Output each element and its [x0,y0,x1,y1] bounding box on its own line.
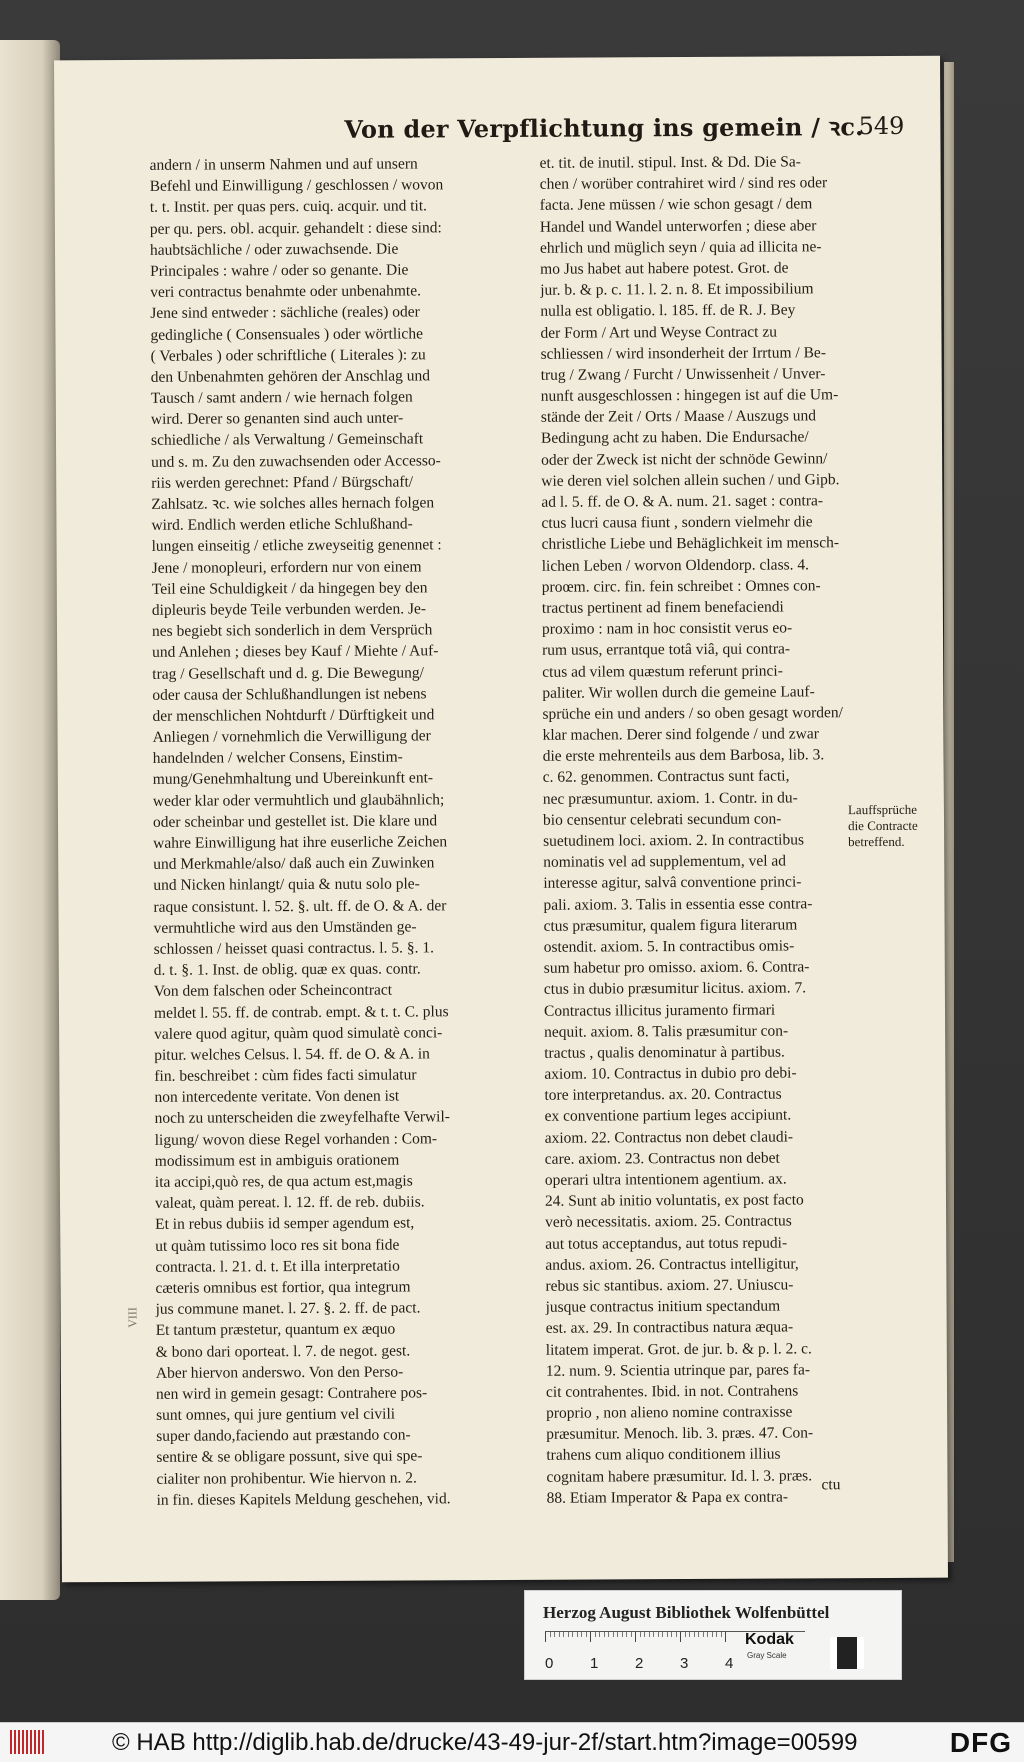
ruler-tick [694,1632,695,1637]
ruler-tick [622,1632,623,1637]
hab-logo-icon [10,1730,44,1754]
text-line: ehrlich und müglich seyn / quia ad illicita ne- [539,238,822,257]
text-line: contracta. l. 21. d. t. Et illa interpretatio [155,1257,400,1276]
text-line: super dando,faciendo aut præstando con- [156,1426,411,1446]
ruler-tick [725,1632,726,1642]
ruler-tick [572,1632,573,1637]
text-line: bio censentur celebrati secundum con- [542,810,782,829]
text-line: rebus sic stantibus. axiom. 27. Uniuscu- [545,1276,794,1295]
text-line: Tausch / samt andern / wie hernach folgen [150,388,413,407]
text-line: 12. num. 9. Scientia utrinque par, pares fa- [545,1361,811,1380]
grayscale-label: Gray Scale [747,1651,787,1660]
text-line: stände der Zeit / Orts / Maase / Auszugs und [540,407,817,427]
text-line: axiom. 10. Contractus in dubio pro debi- [544,1064,797,1083]
ruler-tick [617,1632,618,1637]
text-line: ctus lucri causa fiunt , sondern vielmehr die [541,513,813,532]
text-line: lichen Leben / worvon Oldendorp. class. 4. [541,555,810,575]
ruler-tick [649,1632,650,1637]
text-line: nes begiebt sich sonderlich in dem Versprüch [151,621,433,640]
marginal-note: Lauffsprüche die Contracte betreffend. [847,801,918,850]
text-line: tractus pertinent ad finem benefaciendi [541,598,784,617]
text-line: oder der Zweck ist nicht der schnöde Gewinn/ [541,449,828,469]
text-line: operari ultra intentionem agentium. ax. [544,1170,787,1189]
text-line: suetudinem loci. axiom. 2. In contractibus [543,831,805,850]
text-line: Teil eine Schuldigkeit / da hingegen bey den [151,579,428,598]
previous-page-edge [0,40,60,1600]
ruler-tick [671,1632,672,1637]
library-label-card [524,1590,902,1680]
text-line: oder scheinbar und gestellet ist. Die klare und [152,812,438,831]
text-line: ctus in dubio præsumitur licitus. axiom. 7. [543,979,807,999]
text-line: valeat, quàm pereat. l. 12. ff. de reb. dubiis. [154,1193,425,1213]
text-line: trahens cum aliquo conditionem illius [546,1445,781,1465]
text-line: nominatis vel ad supplementum, vel ad [543,852,787,871]
text-line: tore interpretandus. ax. 20. Contractus [544,1085,782,1105]
text-line: trug / Zwang / Furcht / Unwissenheit / Unver- [540,365,826,384]
ruler-tick [716,1632,717,1637]
text-line: wird. Endlich werden etliche Schlußhand- [151,515,413,535]
ruler-tick [581,1632,582,1637]
text-line: und Merkmahle/also/ daß auch ein Zuwinken [153,854,435,874]
text-line: proximo : nam in hoc consistit verus eo- [541,619,793,638]
text-line: cit contrahentes. Ibid. in not. Contrahens [545,1382,799,1401]
text-line: ctus ad vilem quæstum referunt princi- [542,662,783,681]
ruler-tick [590,1632,591,1642]
text-line: interesse agitur, salvâ conventione princi- [543,873,802,893]
ruler-tick [721,1632,722,1637]
ruler-tick [577,1632,578,1637]
text-line: ut quàm tutissimo loco res sit bona fide [155,1236,400,1255]
text-line: christliche Liebe und Behäglichkeit im mensch- [541,534,840,554]
text-line: pali. axiom. 3. Talis in essentia esse contra- [543,894,813,914]
text-line: Principales : wahre / oder so genante. Die [150,261,409,280]
text-line: ad l. 5. ff. de O. & A. num. 21. saget : contra- [541,492,824,511]
text-line: die erste mehrenteils aus dem Barbosa, lib. 3. [542,746,825,766]
ruler-tick [635,1632,636,1642]
text-line: mo Jus habet aut habere potest. Grot. de [540,259,789,278]
ruler-tick [554,1632,555,1637]
left-text-column [150,153,537,1511]
text-line: und s. m. Zu den zuwachsenden oder Accesso- [151,451,441,471]
text-line: nec præsumuntur. axiom. 1. Contr. in du- [542,789,798,808]
text-line: et. tit. de inutil. stipul. Inst. & Dd. Die Sa- [539,153,801,172]
text-line: ita accipi,quò res, de qua actum est,magis [154,1172,413,1191]
text-line: und Anlehen ; dieses bey Kauf / Miehte / Auf- [152,642,439,662]
text-line: nequit. axiom. 8. Talis præsumitur con- [544,1022,789,1041]
text-line: care. axiom. 23. Contractus non debet [544,1149,780,1168]
ruler-number: 1 [590,1655,599,1672]
text-line: ( Verbales ) oder schriftliche ( Literales ): zu [150,346,426,365]
text-line: litatem imperat. Grot. de jur. b. & p. l. 2. c. [545,1339,812,1359]
text-line: schliessen / wird insonderheit der Irrtum / Be- [540,343,826,363]
text-line: sum habetur pro omisso. axiom. 6. Contra- [543,958,810,977]
text-line: meldet l. 55. ff. de contrab. empt. & t. t. C. plus [153,1002,449,1022]
text-line: sprüche ein und anders / so oben gesagt worden/ [542,704,843,723]
dfg-logo: DFG [949,1727,1012,1758]
text-line: trag / Gesellschaft und d. g. Die Bewegung/ [152,663,424,683]
text-line: und Nicken hinlangt/ quia & nutu solo ple- [153,875,420,895]
text-line: cæteris omnibus est fortior, qua integrum [155,1278,411,1297]
ruler-tick [586,1632,587,1637]
text-line: riis werden gerechnet: Pfand / Bürgschaft/ [151,473,414,492]
kodak-brand: Kodak [745,1631,794,1648]
ruler-tick [653,1632,654,1637]
ruler-tick [631,1632,632,1637]
ruler-tick [626,1632,627,1637]
ruler-tick [667,1632,668,1637]
ruler-tick [599,1632,600,1637]
ruler-tick [559,1632,560,1637]
text-line: pitur. welches Celsus. l. 54. ff. de O. & A. in [154,1045,430,1064]
text-line: vermuhtliche wird aus den Umständen ge- [153,918,417,937]
text-line: wird. Derer so genanten sind auch unter- [150,409,404,429]
text-line: schlossen / heisset quasi contractus. l. 5. §. 1. [153,939,434,958]
text-line: tractus , qualis denominatur à partibus. [544,1043,785,1062]
text-line: lungen einseitig / etliche zweyseitig genennet : [151,536,442,556]
catchword: ctu [821,1476,841,1494]
text-line: nunft ausgeschlossen : hingegen ist auf die Um- [540,386,839,405]
ruler-tick [568,1632,569,1637]
ruler-number: 3 [680,1655,689,1672]
text-line: modissimum est in ambiguis orationem [154,1151,400,1170]
footer-bar [0,1722,1024,1762]
text-line: Et tantum præstetur, quantum ex æquo [155,1320,396,1340]
running-title: Von der Verpflichtung ins gemein / ꝛc. [344,112,864,144]
text-line: sunt omnes, qui jure gentium vel civili [156,1405,396,1424]
right-text-column [540,151,882,1509]
ruler-number: 2 [635,1655,644,1672]
ruler-tick [608,1632,609,1637]
text-line: per qu. pers. obl. acquir. gehandelt : diese sind: [149,218,442,238]
text-line: wahre Einwilligung hat ihre euserliche Zeichen [153,833,448,852]
text-line: oder causa der Schlußhandlungen ist nebens [152,685,427,704]
text-line: est. ax. 29. In contractibus natura æqua- [545,1318,794,1338]
ruler-tick [644,1632,645,1637]
text-line: veri contractus benahmte oder unbenahmte. [150,282,421,301]
text-line: t. t. Instit. per quas pers. cuiq. acquir. und tit. [149,197,428,217]
text-line: Von dem falschen oder Scheincontract [153,981,393,1001]
text-line: valere quod agitur, quàm quod simulatè conci- [154,1023,443,1043]
text-line: wie deren viel solchen allein suchen / und Gipb. [541,471,840,490]
text-line: weder klar oder vermuhtlich und glaubähnlich; [152,790,445,810]
text-line: jus commune manet. l. 27. §. 2. ff. de pact. [155,1299,421,1318]
text-line: non intercedente veritate. Von denen ist [154,1087,400,1107]
text-line: nen wird in gemein gesagt: Contrahere pos- [155,1384,428,1403]
ruler-tick [676,1632,677,1637]
ruler-tick [604,1632,605,1637]
text-line: ostendit. axiom. 5. In contractibus omis- [543,937,795,956]
text-line: chen / worüber contrahiret wird / sind res oder [539,174,828,193]
text-line: nulla est obligatio. l. 185. ff. de R. J. Bey [540,301,796,321]
text-line: proœm. circ. fin. fein schreibet : Omnes con- [541,577,821,596]
library-name: Herzog August Bibliothek Wolfenbüttel [543,1603,830,1622]
text-line: Zahlsatz. ꝛc. wie solches alles hernach folgen [151,494,435,513]
text-line: in fin. dieses Kapitels Meldung geschehen, vid. [156,1490,451,1509]
text-line: Et in rebus dubiis id semper agendum est, [155,1214,415,1234]
ruler-tick [689,1632,690,1637]
ruler-tick [658,1632,659,1637]
page-number: 549 [858,111,905,141]
text-line: den Unbenahmten gehören der Anschlag und [150,367,431,386]
text-line: jur. b. & p. c. 11. l. 2. n. 8. Et impossibilium [540,280,814,299]
text-line: schiedliche / als Verwaltung / Gemeinschaft [150,430,424,450]
text-line: Jene sind entweder : sächliche (reales) oder [150,303,420,323]
source-citation-link[interactable]: © HAB http://diglib.hab.de/drucke/43-49-jur-2f/start.htm?image=00599 [112,1729,858,1756]
text-line: rum usus, errantque totâ viâ, qui contra- [542,640,791,660]
text-line: noch zu unterscheiden die zweyfelhafte Verwil- [154,1108,450,1128]
text-line: dipleuris beyde Teile verbunden werden. Je- [151,600,427,619]
ruler-number: 0 [545,1655,554,1672]
ruler-tick [545,1632,546,1642]
text-line: 24. Sunt ab initio voluntatis, ex post facto [544,1191,804,1210]
text-line: andern / in unserm Nahmen und auf unsern [149,155,418,174]
text-line: gedingliche ( Consensuales ) oder wörtliche [150,324,423,344]
text-line: ligung/ wovon diese Regel vorhanden : Com- [154,1129,438,1149]
text-line: proprio , non alieno nomine contraxisse [546,1403,793,1422]
text-line: Bedingung acht zu haben. Die Endursache/ [540,428,809,448]
text-line: haubtsächliche / oder zuwachsende. Die [149,240,399,259]
text-line: ctus præsumitur, qualem figura literarum [543,916,798,935]
text-line: Anliegen / vornehmlich die Verwilligung der [152,727,431,746]
ruler-tick [685,1632,686,1637]
ruler-tick [703,1632,704,1637]
text-line: der menschlichen Nohtdurft / Dürftigkeit und [152,706,435,725]
text-line: fin. beschreibet : cùm fides facti simulatur [154,1066,417,1085]
text-line: c. 62. genommen. Contractus sunt facti, [542,767,790,787]
ruler-tick [707,1632,708,1637]
text-line: ex conventione partium leges accipiunt. [544,1106,792,1126]
text-line: paliter. Wir wollen durch die gemeine Lauf- [542,683,815,702]
ruler-tick [563,1632,564,1637]
ruler-tick [662,1632,663,1637]
text-line: sentire & se obligare possunt, sive qui spe- [156,1447,423,1467]
text-line: cognitam habere præsumitur. Id. l. 3. præs. [546,1467,813,1486]
text-line: der Form / Art und Weyse Contract zu [540,323,778,342]
ruler-tick [613,1632,614,1637]
text-line: verò necessitatis. axiom. 25. Contractus [545,1212,792,1232]
text-line: præsumitur. Menoch. lib. 3. præs. 47. Con- [546,1424,814,1444]
ruler-tick [680,1632,681,1642]
text-line: andus. axiom. 26. Contractus intelligitur, [545,1255,799,1274]
ruler-number: 4 [725,1655,734,1672]
text-line: facta. Jene müssen / wie schon gesagt / dem [539,195,813,215]
text-line: axiom. 22. Contractus non debet claudi- [544,1128,794,1147]
text-line: cialiter non prohibentur. Wie hiervon n. 2. [156,1469,417,1488]
text-line: & bono dari oporteat. l. 7. de negot. gest. [155,1341,411,1361]
text-line: d. t. §. 1. Inst. de oblig. quæ ex quas. contr. [153,960,421,979]
text-line: handelnden / welcher Consens, Einstim- [152,748,403,768]
text-line: jusque contractus initium spectandum [545,1297,781,1316]
text-line: 88. Etiam Imperator & Papa ex contra- [546,1488,789,1507]
text-line: aut totus acceptandus, aut totus repudi- [545,1234,788,1253]
text-line: Contractus illicitus juramento firmari [543,1001,776,1020]
ruler-tick [698,1632,699,1637]
margin-mark: VIII [125,1307,140,1328]
page-header [284,106,904,149]
text-line: Aber hiervon anderswo. Von den Perso- [155,1363,404,1382]
text-line: raque consistunt. l. 52. §. ult. ff. de O. & A. der [153,896,447,916]
ruler-tick [640,1632,641,1637]
text-line: klar machen. Derer sind folgende / und zwar [542,725,819,744]
text-line: mung/Genehmhaltung und Ubereinkunft ent- [152,769,434,789]
gray-swatch [830,1637,864,1669]
ruler-tick [595,1632,596,1637]
ruler-tick [712,1632,713,1637]
ruler-tick [550,1632,551,1637]
text-line: Handel und Wandel unterworfen ; diese aber [539,216,817,236]
text-line: Jene / monopleuri, erfordern nur von einem [151,557,422,577]
book-page [54,56,948,1583]
text-line: Befehl und Einwilligung / geschlossen / wovon [149,176,444,196]
